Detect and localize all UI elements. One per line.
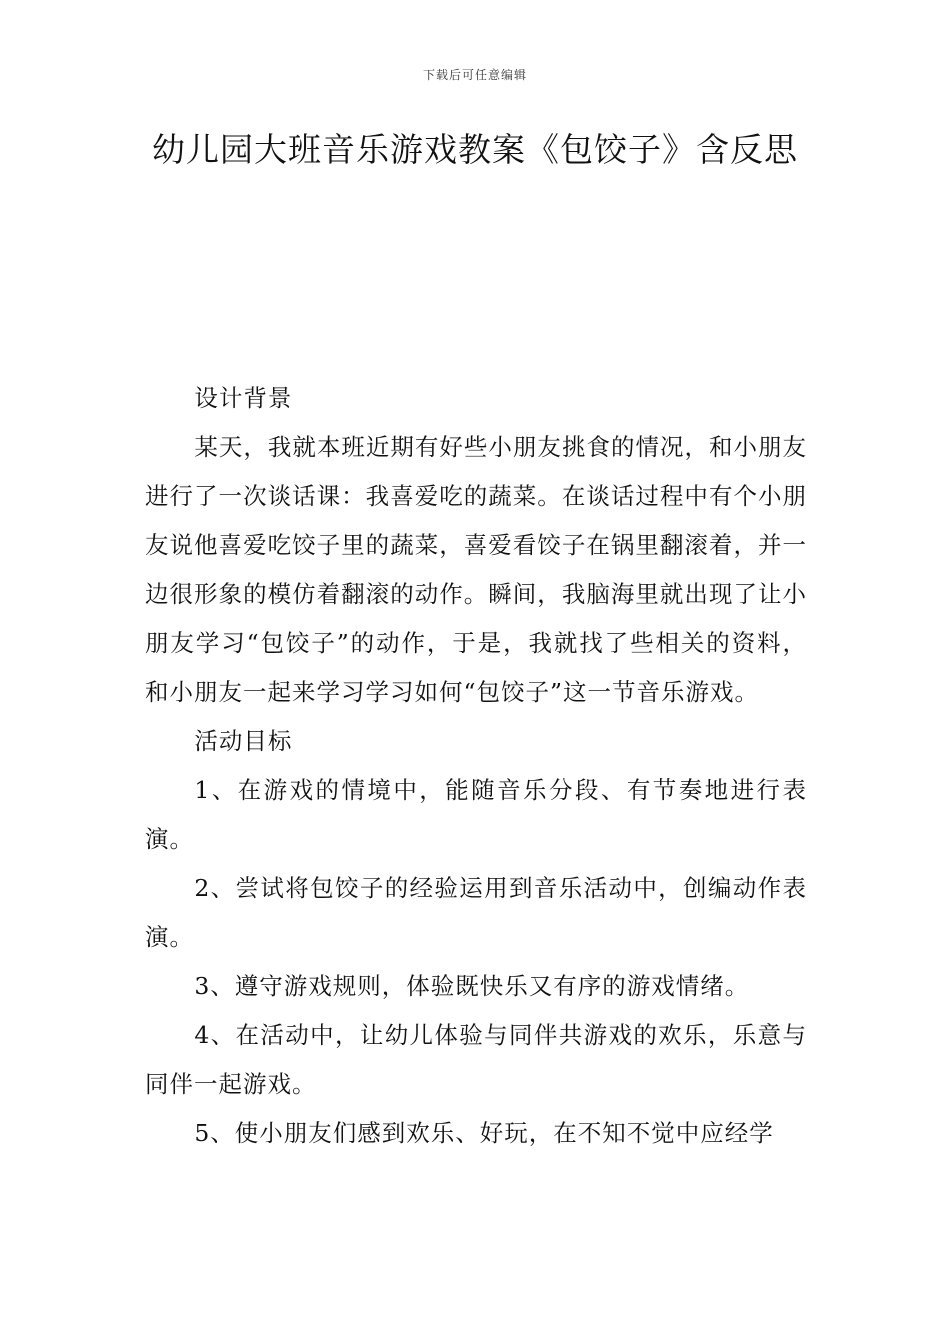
goal-item-2: 2、尝试将包饺子的经验运用到音乐活动中，创编动作表演。 [145, 874, 807, 951]
paragraph-background: 某天，我就本班近期有好些小朋友挑食的情况，和小朋友进行了一次谈话课：我喜爱吃的蔬菜。在谈话过程中有个小朋友说他喜爱吃饺子里的蔬菜，喜爱看饺子在锅里翻滚着，并一边很形象的模仿着翻滚的动作。瞬间，我脑海里就出现了让小朋友学习“包饺子”的动作，于是，我就找了些相关的资料，和小朋友一起来学习学习如何“包饺子”这一节音乐游戏。 [145, 433, 807, 706]
goal-item-4: 4、在活动中，让幼儿体验与同伴共游戏的欢乐，乐意与同伴一起游戏。 [145, 1021, 807, 1098]
section-heading-background: 设计背景 [194, 384, 293, 412]
header-note: 下载后可任意编辑 [422, 68, 527, 82]
goal-item-1: 1、在游戏的情境中，能随音乐分段、有节奏地进行表演。 [145, 776, 807, 853]
section-heading-goals: 活动目标 [194, 727, 293, 755]
document-title: 幼儿园大班音乐游戏教案《包饺子》含反思 [152, 130, 798, 169]
goal-item-5: 5、使小朋友们感到欢乐、好玩，在不知不觉中应经学 [194, 1119, 774, 1147]
document-body [145, 374, 807, 1158]
goal-item-3: 3、遵守游戏规则，体验既快乐又有序的游戏情绪。 [194, 972, 750, 1000]
